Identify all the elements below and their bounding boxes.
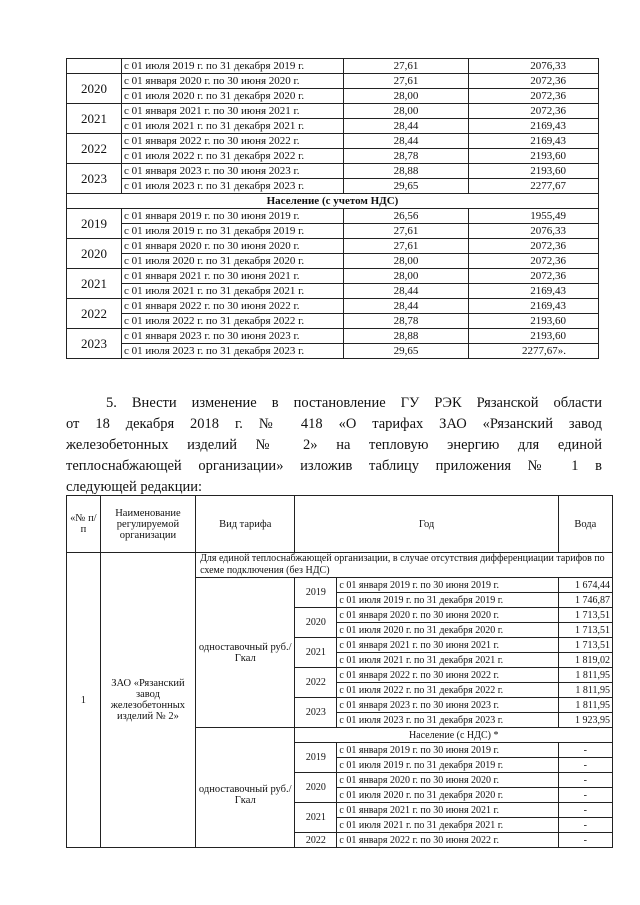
value-cell: 28,00 [344, 89, 469, 104]
amendment-paragraph [66, 393, 602, 498]
value-cell: 26,56 [344, 209, 469, 224]
table-row [67, 329, 599, 344]
table-row [67, 149, 599, 164]
table-row [67, 314, 599, 329]
value-cell: 1 811,95 [558, 683, 612, 698]
header-water: Вода [558, 496, 612, 553]
table-row [67, 119, 599, 134]
period-cell: с 01 января 2022 г. по 30 июня 2022 г. [122, 299, 344, 314]
value-cell: 28,00 [344, 269, 469, 284]
value-cell: 27,61 [344, 239, 469, 254]
period-cell: с 01 июля 2021 г. по 31 декабря 2021 г. [122, 284, 344, 299]
period-cell: с 01 июля 2020 г. по 31 декабря 2020 г. [337, 788, 558, 803]
period-cell: с 01 июля 2023 г. по 31 декабря 2023 г. [337, 713, 558, 728]
table-row [67, 224, 599, 239]
value-cell: 1 674,44 [558, 578, 612, 593]
value-cell: 2072,36 [469, 254, 599, 269]
value-cell: 2193,60 [469, 314, 599, 329]
period-cell: с 01 июля 2020 г. по 31 декабря 2020 г. [122, 89, 344, 104]
value-cell: 1 713,51 [558, 638, 612, 653]
period-cell: с 01 января 2020 г. по 30 июня 2020 г. [337, 773, 558, 788]
value-cell: 29,65 [344, 344, 469, 359]
value-cell: 1 819,02 [558, 653, 612, 668]
value-cell: 28,00 [344, 254, 469, 269]
value-cell: 27,61 [344, 74, 469, 89]
period-cell: с 01 января 2021 г. по 30 июня 2021 г. [122, 104, 344, 119]
period-cell: с 01 января 2019 г. по 30 июня 2019 г. [337, 743, 558, 758]
period-cell: с 01 января 2022 г. по 30 июня 2022 г. [122, 134, 344, 149]
period-cell: с 01 июля 2022 г. по 31 декабря 2022 г. [337, 683, 558, 698]
paragraph-line: 5. Внести изменение в постановление ГУ РЭК Рязанской области [106, 395, 602, 411]
value-cell: 2076,33 [469, 224, 599, 239]
year-cell: 2019 [67, 209, 122, 239]
tariff-type: одноставочный руб./Гкал [196, 578, 295, 728]
period-cell: с 01 января 2022 г. по 30 июня 2022 г. [337, 668, 558, 683]
section-heading: Население (с учетом НДС) [67, 194, 599, 209]
year-cell: 2021 [295, 638, 337, 668]
year-cell: 2022 [67, 299, 122, 329]
value-cell: 2277,67». [469, 344, 599, 359]
table-row [67, 269, 599, 284]
table-row [67, 179, 599, 194]
paragraph-line: теплоснабжающей организации» изложив таблицу приложения № 1 в [66, 458, 602, 474]
paragraph-line: от 18 декабря 2018 г. № 418 «О тарифах ЗАО «Рязанский завод [66, 416, 602, 432]
value-cell: - [558, 818, 612, 833]
year-cell: 2020 [67, 74, 122, 104]
value-cell: 2072,36 [469, 89, 599, 104]
section-row [67, 553, 613, 578]
year-cell: 2019 [295, 578, 337, 608]
period-cell: с 01 июля 2019 г. по 31 декабря 2019 г. [122, 224, 344, 239]
value-cell: 2076,33 [469, 59, 599, 74]
value-cell: 28,44 [344, 284, 469, 299]
value-cell: 1 713,51 [558, 623, 612, 638]
period-cell: с 01 января 2022 г. по 30 июня 2022 г. [337, 833, 558, 848]
period-cell: с 01 января 2020 г. по 30 июня 2020 г. [122, 74, 344, 89]
table-row [67, 164, 599, 179]
year-cell [67, 59, 122, 74]
value-cell: 28,00 [344, 104, 469, 119]
year-cell: 2019 [295, 743, 337, 773]
value-cell: 2169,43 [469, 119, 599, 134]
period-cell: с 01 января 2021 г. по 30 июня 2021 г. [337, 638, 558, 653]
value-cell: 2169,43 [469, 299, 599, 314]
table-row [67, 104, 599, 119]
table-row [67, 299, 599, 314]
value-cell: 2169,43 [469, 284, 599, 299]
table-row [67, 344, 599, 359]
year-cell: 2020 [295, 773, 337, 803]
period-cell: с 01 июля 2023 г. по 31 декабря 2023 г. [122, 179, 344, 194]
year-cell: 2021 [67, 269, 122, 299]
period-cell: с 01 июля 2019 г. по 31 декабря 2019 г. [337, 593, 558, 608]
value-cell: 2072,36 [469, 239, 599, 254]
value-cell: 2169,43 [469, 134, 599, 149]
year-cell: 2023 [295, 698, 337, 728]
header-org: Наименование регулируемой организации [100, 496, 195, 553]
year-cell: 2020 [295, 608, 337, 638]
tariff-type: одноставочный руб./Гкал [196, 743, 295, 848]
table-row [67, 239, 599, 254]
value-cell: 2072,36 [469, 104, 599, 119]
value-cell: 1 923,95 [558, 713, 612, 728]
period-cell: с 01 июля 2019 г. по 31 декабря 2019 г. [122, 59, 344, 74]
period-cell: с 01 июля 2019 г. по 31 декабря 2019 г. [337, 758, 558, 773]
tariff-table-continuation [66, 58, 599, 359]
period-cell: с 01 января 2019 г. по 30 июня 2019 г. [122, 209, 344, 224]
value-cell: 28,44 [344, 134, 469, 149]
period-cell: с 01 июля 2022 г. по 31 декабря 2022 г. [122, 149, 344, 164]
period-cell: с 01 января 2023 г. по 30 июня 2023 г. [337, 698, 558, 713]
year-cell: 2022 [295, 668, 337, 698]
value-cell: 1 746,87 [558, 593, 612, 608]
period-cell: с 01 июля 2021 г. по 31 декабря 2021 г. [122, 119, 344, 134]
value-cell: 2193,60 [469, 164, 599, 179]
value-cell: 27,61 [344, 59, 469, 74]
header-type: Вид тарифа [196, 496, 295, 553]
year-cell: 2020 [67, 239, 122, 269]
section-heading: Для единой теплоснабжающей организации, в случае отсутствия дифференциации тарифов по схеме подключения (без НДС) [196, 553, 613, 578]
period-cell: с 01 января 2023 г. по 30 июня 2023 г. [122, 329, 344, 344]
year-cell: 2022 [295, 833, 337, 848]
paragraph-line: следующей редакции: [66, 479, 203, 495]
section-row [67, 194, 599, 209]
value-cell: 2277,67 [469, 179, 599, 194]
value-cell: 1 811,95 [558, 698, 612, 713]
value-cell: 1 713,51 [558, 608, 612, 623]
value-cell: 28,88 [344, 329, 469, 344]
period-cell: с 01 июля 2020 г. по 31 декабря 2020 г. [337, 623, 558, 638]
organization-name: ЗАО «Рязанский завод железобетонных изделий № 2» [100, 553, 195, 848]
header-year: Год [295, 496, 558, 553]
table-row [67, 89, 599, 104]
value-cell: 28,44 [344, 119, 469, 134]
period-cell: с 01 января 2020 г. по 30 июня 2020 г. [337, 608, 558, 623]
year-cell: 2021 [295, 803, 337, 833]
paragraph-line: железобетонных изделий № 2» на тепловую энергию для единой [66, 437, 602, 453]
value-cell: 28,44 [344, 299, 469, 314]
row-number: 1 [67, 553, 101, 848]
period-cell: с 01 июля 2023 г. по 31 декабря 2023 г. [122, 344, 344, 359]
value-cell: - [558, 773, 612, 788]
value-cell: 28,78 [344, 149, 469, 164]
period-cell: с 01 января 2023 г. по 30 июня 2023 г. [122, 164, 344, 179]
table-row [67, 254, 599, 269]
value-cell: - [558, 743, 612, 758]
value-cell: - [558, 758, 612, 773]
header-num: «№ п/п [67, 496, 101, 553]
value-cell: 28,78 [344, 314, 469, 329]
header-row [67, 496, 613, 553]
period-cell: с 01 июля 2021 г. по 31 декабря 2021 г. [337, 818, 558, 833]
period-cell: с 01 июля 2022 г. по 31 декабря 2022 г. [122, 314, 344, 329]
year-cell: 2023 [67, 164, 122, 194]
value-cell: 27,61 [344, 224, 469, 239]
period-cell: с 01 января 2021 г. по 30 июня 2021 г. [337, 803, 558, 818]
value-cell: 2193,60 [469, 329, 599, 344]
value-cell: 1 811,95 [558, 668, 612, 683]
year-cell: 2022 [67, 134, 122, 164]
value-cell: - [558, 833, 612, 848]
table-row [67, 209, 599, 224]
period-cell: с 01 января 2020 г. по 30 июня 2020 г. [122, 239, 344, 254]
value-cell: 28,88 [344, 164, 469, 179]
value-cell: - [558, 803, 612, 818]
year-cell: 2023 [67, 329, 122, 359]
period-cell: с 01 января 2021 г. по 30 июня 2021 г. [122, 269, 344, 284]
table-row [67, 134, 599, 149]
value-cell: 1955,49 [469, 209, 599, 224]
period-cell: с 01 июля 2021 г. по 31 декабря 2021 г. [337, 653, 558, 668]
table-row [67, 74, 599, 89]
period-cell: с 01 января 2019 г. по 30 июня 2019 г. [337, 578, 558, 593]
period-cell: с 01 июля 2020 г. по 31 декабря 2020 г. [122, 254, 344, 269]
table-row [67, 59, 599, 74]
value-cell: 29,65 [344, 179, 469, 194]
value-cell: 2193,60 [469, 149, 599, 164]
value-cell: 2072,36 [469, 74, 599, 89]
table-row [67, 284, 599, 299]
appendix-tariff-table [66, 495, 613, 848]
value-cell: 2072,36 [469, 269, 599, 284]
section-heading: Население (с НДС) * [295, 728, 613, 743]
value-cell: - [558, 788, 612, 803]
year-cell: 2021 [67, 104, 122, 134]
